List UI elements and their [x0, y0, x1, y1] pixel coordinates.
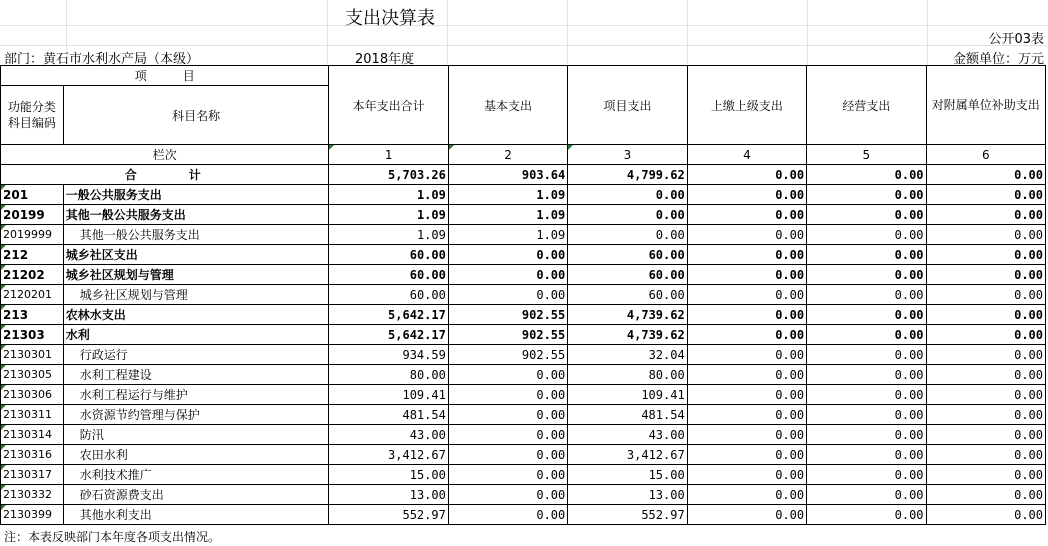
value-cell-col-3[interactable]: 32.04 [568, 345, 687, 365]
value-cell-col-4[interactable]: 0.00 [687, 225, 806, 245]
name-cell[interactable]: 水利技术推广 [63, 465, 329, 485]
total-value-2[interactable]: 903.64 [448, 165, 567, 185]
code-cell[interactable]: 2130314 [1, 425, 64, 445]
value-cell-col-1[interactable]: 1.09 [329, 225, 448, 245]
year-label: 2018年度 [355, 52, 415, 67]
value-cell-col-3[interactable]: 0.00 [568, 225, 687, 245]
code-cell[interactable]: 2130306 [1, 385, 64, 405]
value-cell-col-5[interactable]: 0.00 [807, 345, 926, 365]
value-cell-col-2[interactable]: 0.00 [448, 245, 567, 265]
name-cell[interactable]: 其他一般公共服务支出 [63, 205, 329, 225]
header-name[interactable]: 科目名称 [63, 86, 329, 145]
value-cell-col-4[interactable]: 0.00 [687, 205, 806, 225]
header-col-4[interactable]: 上缴上级支出 [687, 66, 806, 145]
expenditure-table [0, 65, 1046, 525]
value-cell-col-4[interactable]: 0.00 [687, 245, 806, 265]
name-cell[interactable]: 防汛 [63, 425, 329, 445]
total-value-5[interactable]: 0.00 [807, 165, 926, 185]
value-cell-col-2[interactable]: 1.09 [448, 185, 567, 205]
value-cell-col-4[interactable]: 0.00 [687, 325, 806, 345]
table-row [1, 385, 1046, 405]
value-cell-col-5[interactable]: 0.00 [807, 465, 926, 485]
header-col-2[interactable]: 基本支出 [448, 66, 567, 145]
footnote: 注：本表反映部门本年度各项支出情况。 [4, 530, 221, 544]
table-row [1, 445, 1046, 465]
value-cell-col-1[interactable]: 80.00 [329, 365, 448, 385]
value-cell-col-3[interactable]: 4,739.62 [568, 325, 687, 345]
value-cell-col-2[interactable]: 0.00 [448, 385, 567, 405]
table-row [1, 245, 1046, 265]
value-cell-col-4[interactable]: 0.00 [687, 345, 806, 365]
value-cell-col-5[interactable]: 0.00 [807, 445, 926, 465]
value-cell-col-3[interactable]: 43.00 [568, 425, 687, 445]
name-cell[interactable]: 水利 [63, 325, 329, 345]
code-cell[interactable]: 2130301 [1, 345, 64, 365]
header-row-item [1, 66, 1046, 86]
value-cell-col-2[interactable]: 902.55 [448, 305, 567, 325]
value-cell-col-4[interactable]: 0.00 [687, 185, 806, 205]
value-cell-col-5[interactable]: 0.00 [807, 505, 926, 525]
value-cell-col-6[interactable]: 0.00 [926, 245, 1045, 265]
name-cell[interactable]: 一般公共服务支出 [63, 185, 329, 205]
name-cell[interactable]: 砂石资源费支出 [63, 485, 329, 505]
value-cell-col-5[interactable]: 0.00 [807, 265, 926, 285]
value-cell-col-6[interactable]: 0.00 [926, 265, 1045, 285]
value-cell-col-3[interactable]: 60.00 [568, 265, 687, 285]
code-cell[interactable]: 2130399 [1, 505, 64, 525]
value-cell-col-4[interactable]: 0.00 [687, 285, 806, 305]
value-cell-col-4[interactable]: 0.00 [687, 405, 806, 425]
table-row [1, 425, 1046, 445]
value-cell-col-4[interactable]: 0.00 [687, 485, 806, 505]
name-cell[interactable]: 城乡社区支出 [63, 245, 329, 265]
code-cell[interactable]: 2130316 [1, 445, 64, 465]
value-cell-col-1[interactable]: 1.09 [329, 185, 448, 205]
value-cell-col-2[interactable]: 0.00 [448, 485, 567, 505]
code-cell[interactable]: 2130317 [1, 465, 64, 485]
value-cell-col-6[interactable]: 0.00 [926, 285, 1045, 305]
name-cell[interactable]: 水利工程运行与维护 [63, 385, 329, 405]
department-label: 部门：黄石市水利水产局（本级） [4, 52, 200, 67]
value-cell-col-1[interactable]: 109.41 [329, 385, 448, 405]
report-title: 支出决算表 [345, 8, 435, 29]
value-cell-col-6[interactable]: 0.00 [926, 305, 1045, 325]
name-cell[interactable]: 其他水利支出 [63, 505, 329, 525]
table-row [1, 505, 1046, 525]
value-cell-col-6[interactable]: 0.00 [926, 185, 1045, 205]
value-cell-col-4[interactable]: 0.00 [687, 465, 806, 485]
value-cell-col-6[interactable]: 0.00 [926, 365, 1045, 385]
code-cell[interactable]: 21202 [1, 265, 64, 285]
table-row [1, 205, 1046, 225]
value-cell-col-6[interactable]: 0.00 [926, 385, 1045, 405]
value-cell-col-4[interactable]: 0.00 [687, 305, 806, 325]
value-cell-col-2[interactable]: 0.00 [448, 505, 567, 525]
table-row [1, 225, 1046, 245]
value-cell-col-3[interactable]: 3,412.67 [568, 445, 687, 465]
value-cell-col-2[interactable]: 902.55 [448, 325, 567, 345]
table-row [1, 325, 1046, 345]
value-cell-col-5[interactable]: 0.00 [807, 485, 926, 505]
unit-label: 金额单位：万元 [952, 52, 1044, 67]
rank-num-2[interactable]: 2 [448, 145, 567, 165]
value-cell-col-3[interactable]: 60.00 [568, 285, 687, 305]
value-cell-col-5[interactable]: 0.00 [807, 225, 926, 245]
value-cell-col-4[interactable]: 0.00 [687, 445, 806, 465]
rank-row [1, 145, 1046, 165]
total-row [1, 165, 1046, 185]
value-cell-col-4[interactable]: 0.00 [687, 425, 806, 445]
name-cell[interactable]: 水利工程建设 [63, 365, 329, 385]
value-cell-col-4[interactable]: 0.00 [687, 265, 806, 285]
value-cell-col-3[interactable]: 0.00 [568, 205, 687, 225]
header-code[interactable]: 功能分类科目编码 [1, 86, 64, 145]
value-cell-col-2[interactable]: 0.00 [448, 405, 567, 425]
code-cell[interactable]: 201 [1, 185, 64, 205]
value-cell-col-6[interactable]: 0.00 [926, 225, 1045, 245]
value-cell-col-3[interactable]: 0.00 [568, 185, 687, 205]
name-cell[interactable]: 城乡社区规划与管理 [63, 265, 329, 285]
value-cell-col-5[interactable]: 0.00 [807, 385, 926, 405]
gridline [807, 0, 808, 65]
value-cell-col-3[interactable]: 109.41 [568, 385, 687, 405]
code-cell[interactable]: 2019999 [1, 225, 64, 245]
rank-num-4[interactable]: 4 [687, 145, 806, 165]
value-cell-col-3[interactable]: 80.00 [568, 365, 687, 385]
table-row [1, 185, 1046, 205]
value-cell-col-2[interactable]: 0.00 [448, 265, 567, 285]
value-cell-col-5[interactable]: 0.00 [807, 185, 926, 205]
gridline [0, 45, 1048, 46]
value-cell-col-6[interactable]: 0.00 [926, 485, 1045, 505]
value-cell-col-5[interactable]: 0.00 [807, 205, 926, 225]
value-cell-col-3[interactable]: 552.97 [568, 505, 687, 525]
code-cell[interactable]: 2130311 [1, 405, 64, 425]
code-cell[interactable]: 212 [1, 245, 64, 265]
value-cell-col-1[interactable]: 43.00 [329, 425, 448, 445]
value-cell-col-1[interactable]: 5,642.17 [329, 305, 448, 325]
gridline [927, 0, 928, 65]
value-cell-col-5[interactable]: 0.00 [807, 365, 926, 385]
code-cell[interactable]: 2130305 [1, 365, 64, 385]
value-cell-col-2[interactable]: 0.00 [448, 365, 567, 385]
value-cell-col-6[interactable]: 0.00 [926, 405, 1045, 425]
value-cell-col-3[interactable]: 4,739.62 [568, 305, 687, 325]
table-row [1, 465, 1046, 485]
value-cell-col-6[interactable]: 0.00 [926, 465, 1045, 485]
header-item[interactable]: 项 目 [1, 66, 329, 86]
value-cell-col-6[interactable]: 0.00 [926, 205, 1045, 225]
header-col-1[interactable]: 本年支出合计 [329, 66, 448, 145]
value-cell-col-1[interactable]: 1.09 [329, 205, 448, 225]
value-cell-col-1[interactable]: 481.54 [329, 405, 448, 425]
rank-num-5[interactable]: 5 [807, 145, 926, 165]
code-cell[interactable]: 213 [1, 305, 64, 325]
value-cell-col-3[interactable]: 15.00 [568, 465, 687, 485]
table-row [1, 345, 1046, 365]
value-cell-col-1[interactable]: 934.59 [329, 345, 448, 365]
code-cell[interactable]: 2130332 [1, 485, 64, 505]
total-label[interactable]: 合 计 [1, 165, 329, 185]
value-cell-col-3[interactable]: 13.00 [568, 485, 687, 505]
value-cell-col-6[interactable]: 0.00 [926, 425, 1045, 445]
value-cell-col-2[interactable]: 0.00 [448, 465, 567, 485]
table-row [1, 485, 1046, 505]
name-cell[interactable]: 城乡社区规划与管理 [63, 285, 329, 305]
total-value-1[interactable]: 5,703.26 [329, 165, 448, 185]
value-cell-col-5[interactable]: 0.00 [807, 405, 926, 425]
rank-num-6[interactable]: 6 [926, 145, 1045, 165]
name-cell[interactable]: 行政运行 [63, 345, 329, 365]
value-cell-col-6[interactable]: 0.00 [926, 505, 1045, 525]
table-row [1, 405, 1046, 425]
value-cell-col-2[interactable]: 1.09 [448, 225, 567, 245]
value-cell-col-1[interactable]: 60.00 [329, 285, 448, 305]
table-row [1, 285, 1046, 305]
name-cell[interactable]: 农林水支出 [63, 305, 329, 325]
name-cell[interactable]: 农田水利 [63, 445, 329, 465]
value-cell-col-6[interactable]: 0.00 [926, 345, 1045, 365]
value-cell-col-1[interactable]: 60.00 [329, 265, 448, 285]
name-cell[interactable]: 水资源节约管理与保护 [63, 405, 329, 425]
code-cell[interactable]: 21303 [1, 325, 64, 345]
total-value-3[interactable]: 4,799.62 [568, 165, 687, 185]
header-col-5[interactable]: 经营支出 [807, 66, 926, 145]
total-value-4[interactable]: 0.00 [687, 165, 806, 185]
header-col-6[interactable]: 对附属单位补助支出 [926, 66, 1045, 145]
rank-num-3[interactable]: 3 [568, 145, 687, 165]
value-cell-col-6[interactable]: 0.00 [926, 445, 1045, 465]
rank-num-1[interactable]: 1 [329, 145, 448, 165]
value-cell-col-2[interactable]: 1.09 [448, 205, 567, 225]
table-row [1, 365, 1046, 385]
value-cell-col-2[interactable]: 902.55 [448, 345, 567, 365]
code-cell[interactable]: 20199 [1, 205, 64, 225]
value-cell-col-2[interactable]: 0.00 [448, 445, 567, 465]
value-cell-col-5[interactable]: 0.00 [807, 245, 926, 265]
value-cell-col-3[interactable]: 60.00 [568, 245, 687, 265]
code-cell[interactable]: 2120201 [1, 285, 64, 305]
public-number: 公开03表 [988, 32, 1044, 47]
value-cell-col-6[interactable]: 0.00 [926, 325, 1045, 345]
table-row [1, 265, 1046, 285]
value-cell-col-4[interactable]: 0.00 [687, 505, 806, 525]
value-cell-col-5[interactable]: 0.00 [807, 305, 926, 325]
value-cell-col-3[interactable]: 481.54 [568, 405, 687, 425]
value-cell-col-2[interactable]: 0.00 [448, 285, 567, 305]
value-cell-col-5[interactable]: 0.00 [807, 285, 926, 305]
header-col-3[interactable]: 项目支出 [568, 66, 687, 145]
value-cell-col-5[interactable]: 0.00 [807, 325, 926, 345]
name-cell[interactable]: 其他一般公共服务支出 [63, 225, 329, 245]
rank-label[interactable]: 栏次 [1, 145, 329, 165]
value-cell-col-4[interactable]: 0.00 [687, 385, 806, 405]
value-cell-col-5[interactable]: 0.00 [807, 425, 926, 445]
value-cell-col-1[interactable]: 5,642.17 [329, 325, 448, 345]
value-cell-col-4[interactable]: 0.00 [687, 365, 806, 385]
value-cell-col-1[interactable]: 13.00 [329, 485, 448, 505]
table-row [1, 305, 1046, 325]
value-cell-col-1[interactable]: 552.97 [329, 505, 448, 525]
total-value-6[interactable]: 0.00 [926, 165, 1045, 185]
value-cell-col-1[interactable]: 3,412.67 [329, 445, 448, 465]
value-cell-col-1[interactable]: 60.00 [329, 245, 448, 265]
value-cell-col-1[interactable]: 15.00 [329, 465, 448, 485]
value-cell-col-2[interactable]: 0.00 [448, 425, 567, 445]
